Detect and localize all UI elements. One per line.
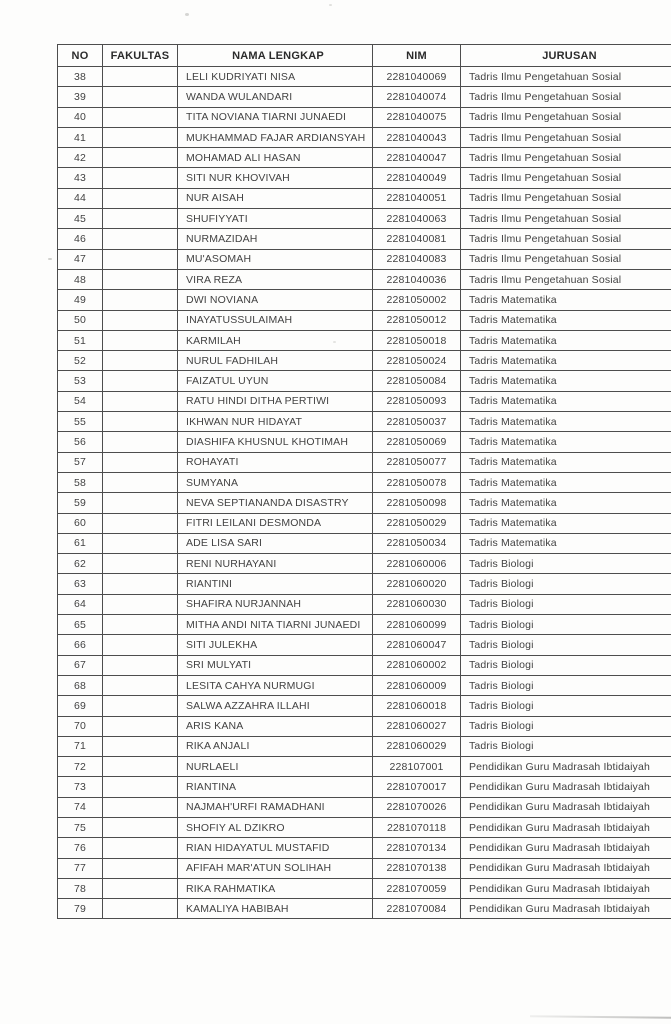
- cell-jurusan: Tadris Matematika: [461, 493, 671, 513]
- cell-nim: 2281050029: [373, 513, 461, 533]
- cell-jurusan: Pendidikan Guru Madrasah Ibtidaiyah: [461, 777, 671, 797]
- cell-nama: NUR AISAH: [178, 188, 373, 208]
- cell-no: 45: [58, 209, 103, 229]
- cell-jurusan: Tadris Biologi: [461, 615, 671, 635]
- cell-no: 43: [58, 168, 103, 188]
- cell-no: 50: [58, 310, 103, 330]
- cell-fakultas: [103, 858, 178, 878]
- cell-jurusan: Tadris Matematika: [461, 513, 671, 533]
- cell-nama: SHOFIY AL DZIKRO: [178, 817, 373, 837]
- table-header: [58, 45, 671, 67]
- cell-nama: SITI NUR KHOVIVAH: [178, 168, 373, 188]
- table-row: [58, 452, 671, 472]
- cell-jurusan: Tadris Matematika: [461, 472, 671, 492]
- cell-fakultas: [103, 554, 178, 574]
- cell-no: 61: [58, 533, 103, 553]
- cell-nim: 2281060029: [373, 736, 461, 756]
- table-row: [58, 615, 671, 635]
- table-row: [58, 229, 671, 249]
- cell-nama: ARIS KANA: [178, 716, 373, 736]
- cell-fakultas: [103, 493, 178, 513]
- cell-jurusan: Pendidikan Guru Madrasah Ibtidaiyah: [461, 899, 671, 919]
- cell-fakultas: [103, 655, 178, 675]
- cell-nama: MU'ASOMAH: [178, 249, 373, 269]
- cell-nama: NURUL FADHILAH: [178, 351, 373, 371]
- cell-no: 72: [58, 757, 103, 777]
- cell-no: 67: [58, 655, 103, 675]
- cell-nama: NEVA SEPTIANANDA DISASTRY: [178, 493, 373, 513]
- cell-nama: MOHAMAD ALI HASAN: [178, 148, 373, 168]
- cell-fakultas: [103, 574, 178, 594]
- cell-no: 69: [58, 696, 103, 716]
- cell-nim: 2281060027: [373, 716, 461, 736]
- cell-jurusan: Tadris Ilmu Pengetahuan Sosial: [461, 148, 671, 168]
- table-row: [58, 269, 671, 289]
- cell-fakultas: [103, 696, 178, 716]
- student-roster-table: [57, 44, 671, 919]
- cell-nim: 2281040075: [373, 107, 461, 127]
- cell-fakultas: [103, 533, 178, 553]
- cell-no: 51: [58, 330, 103, 350]
- cell-nama: ADE LISA SARI: [178, 533, 373, 553]
- cell-no: 53: [58, 371, 103, 391]
- table-row: [58, 209, 671, 229]
- cell-jurusan: Tadris Ilmu Pengetahuan Sosial: [461, 269, 671, 289]
- cell-nama: INAYATUSSULAIMAH: [178, 310, 373, 330]
- cell-nama: FAIZATUL UYUN: [178, 371, 373, 391]
- table-row: [58, 899, 671, 919]
- cell-nim: 2281040069: [373, 67, 461, 87]
- cell-fakultas: [103, 797, 178, 817]
- cell-nim: 2281040063: [373, 209, 461, 229]
- cell-fakultas: [103, 107, 178, 127]
- cell-fakultas: [103, 127, 178, 147]
- cell-no: 79: [58, 899, 103, 919]
- cell-nim: 2281050024: [373, 351, 461, 371]
- table-row: [58, 594, 671, 614]
- scan-speckle: [48, 258, 52, 260]
- cell-nim: 2281050093: [373, 391, 461, 411]
- cell-jurusan: Tadris Biologi: [461, 655, 671, 675]
- cell-fakultas: [103, 249, 178, 269]
- table-row: [58, 716, 671, 736]
- cell-nama: RATU HINDI DITHA PERTIWI: [178, 391, 373, 411]
- cell-nim: 2281070026: [373, 797, 461, 817]
- cell-no: 41: [58, 127, 103, 147]
- cell-no: 56: [58, 432, 103, 452]
- table-row: [58, 493, 671, 513]
- cell-no: 65: [58, 615, 103, 635]
- cell-no: 70: [58, 716, 103, 736]
- cell-no: 38: [58, 67, 103, 87]
- cell-jurusan: Tadris Matematika: [461, 371, 671, 391]
- table-row: [58, 472, 671, 492]
- cell-no: 60: [58, 513, 103, 533]
- cell-fakultas: [103, 188, 178, 208]
- cell-nama: LESITA CAHYA NURMUGI: [178, 675, 373, 695]
- cell-no: 58: [58, 472, 103, 492]
- cell-jurusan: Tadris Matematika: [461, 412, 671, 432]
- table-row: [58, 148, 671, 168]
- cell-jurusan: Pendidikan Guru Madrasah Ibtidaiyah: [461, 817, 671, 837]
- cell-fakultas: [103, 412, 178, 432]
- cell-nama: SRI MULYATI: [178, 655, 373, 675]
- cell-no: 39: [58, 87, 103, 107]
- cell-no: 68: [58, 675, 103, 695]
- cell-no: 40: [58, 107, 103, 127]
- cell-no: 71: [58, 736, 103, 756]
- table-row: [58, 777, 671, 797]
- header-row: [58, 45, 671, 67]
- cell-fakultas: [103, 838, 178, 858]
- cell-no: 77: [58, 858, 103, 878]
- cell-jurusan: Tadris Matematika: [461, 432, 671, 452]
- cell-no: 54: [58, 391, 103, 411]
- cell-fakultas: [103, 594, 178, 614]
- table-row: [58, 87, 671, 107]
- cell-nama: ROHAYATI: [178, 452, 373, 472]
- cell-no: 42: [58, 148, 103, 168]
- cell-nama: RIANTINA: [178, 777, 373, 797]
- table-row: [58, 817, 671, 837]
- cell-nama: TITA NOVIANA TIARNI JUNAEDI: [178, 107, 373, 127]
- cell-jurusan: Pendidikan Guru Madrasah Ibtidaiyah: [461, 838, 671, 858]
- table-row: [58, 432, 671, 452]
- cell-nim: 2281050002: [373, 290, 461, 310]
- table-row: [58, 351, 671, 371]
- cell-nim: 2281050018: [373, 330, 461, 350]
- table-row: [58, 554, 671, 574]
- cell-nim: 2281060006: [373, 554, 461, 574]
- cell-jurusan: Tadris Matematika: [461, 310, 671, 330]
- cell-no: 64: [58, 594, 103, 614]
- cell-nim: 2281050012: [373, 310, 461, 330]
- cell-nama: NURLAELI: [178, 757, 373, 777]
- cell-jurusan: Tadris Ilmu Pengetahuan Sosial: [461, 168, 671, 188]
- cell-nim: 2281070118: [373, 817, 461, 837]
- cell-jurusan: Tadris Biologi: [461, 736, 671, 756]
- table-row: [58, 696, 671, 716]
- cell-jurusan: Tadris Biologi: [461, 554, 671, 574]
- cell-nim: 2281040051: [373, 188, 461, 208]
- cell-fakultas: [103, 817, 178, 837]
- cell-no: 62: [58, 554, 103, 574]
- cell-fakultas: [103, 615, 178, 635]
- cell-fakultas: [103, 391, 178, 411]
- cell-nim: 2281040081: [373, 229, 461, 249]
- table-row: [58, 533, 671, 553]
- cell-nama: FITRI LEILANI DESMONDA: [178, 513, 373, 533]
- cell-nama: IKHWAN NUR HIDAYAT: [178, 412, 373, 432]
- cell-nim: 2281040083: [373, 249, 461, 269]
- cell-jurusan: Tadris Ilmu Pengetahuan Sosial: [461, 67, 671, 87]
- cell-fakultas: [103, 148, 178, 168]
- cell-nim: 2281050078: [373, 472, 461, 492]
- cell-nama: RIKA ANJALI: [178, 736, 373, 756]
- cell-jurusan: Tadris Ilmu Pengetahuan Sosial: [461, 188, 671, 208]
- table-row: [58, 675, 671, 695]
- cell-jurusan: Pendidikan Guru Madrasah Ibtidaiyah: [461, 757, 671, 777]
- cell-jurusan: Tadris Biologi: [461, 574, 671, 594]
- cell-nama: RIANTINI: [178, 574, 373, 594]
- cell-fakultas: [103, 371, 178, 391]
- table-row: [58, 736, 671, 756]
- cell-jurusan: Tadris Matematika: [461, 452, 671, 472]
- cell-nim: 2281050034: [373, 533, 461, 553]
- table-row: [58, 797, 671, 817]
- cell-nama: MUKHAMMAD FAJAR ARDIANSYAH: [178, 127, 373, 147]
- cell-fakultas: [103, 67, 178, 87]
- cell-nim: 2281040043: [373, 127, 461, 147]
- cell-nama: RENI NURHAYANI: [178, 554, 373, 574]
- cell-no: 55: [58, 412, 103, 432]
- table-row: [58, 67, 671, 87]
- cell-nim: 2281070134: [373, 838, 461, 858]
- cell-no: 46: [58, 229, 103, 249]
- cell-nim: 2281060020: [373, 574, 461, 594]
- cell-nim: 2281070059: [373, 878, 461, 898]
- cell-nama: SUMYANA: [178, 472, 373, 492]
- cell-nama: NAJMAH'URFI RAMADHANI: [178, 797, 373, 817]
- cell-no: 73: [58, 777, 103, 797]
- cell-nama: RIAN HIDAYATUL MUSTAFID: [178, 838, 373, 858]
- cell-jurusan: Tadris Matematika: [461, 533, 671, 553]
- table-row: [58, 310, 671, 330]
- cell-nim: 2281060009: [373, 675, 461, 695]
- cell-no: 47: [58, 249, 103, 269]
- cell-nim: 2281070017: [373, 777, 461, 797]
- cell-nim: 2281070084: [373, 899, 461, 919]
- cell-jurusan: Pendidikan Guru Madrasah Ibtidaiyah: [461, 858, 671, 878]
- cell-no: 74: [58, 797, 103, 817]
- cell-jurusan: Tadris Ilmu Pengetahuan Sosial: [461, 209, 671, 229]
- cell-fakultas: [103, 472, 178, 492]
- header-no: NO: [58, 45, 103, 67]
- cell-no: 75: [58, 817, 103, 837]
- cell-nim: 2281050037: [373, 412, 461, 432]
- cell-no: 66: [58, 635, 103, 655]
- cell-jurusan: Tadris Ilmu Pengetahuan Sosial: [461, 249, 671, 269]
- cell-fakultas: [103, 168, 178, 188]
- table-row: [58, 127, 671, 147]
- cell-jurusan: Tadris Ilmu Pengetahuan Sosial: [461, 107, 671, 127]
- cell-nim: 2281060099: [373, 615, 461, 635]
- table-row: [58, 371, 671, 391]
- cell-jurusan: Pendidikan Guru Madrasah Ibtidaiyah: [461, 797, 671, 817]
- table-row: [58, 168, 671, 188]
- cell-fakultas: [103, 736, 178, 756]
- cell-no: 52: [58, 351, 103, 371]
- table-row: [58, 290, 671, 310]
- header-nama: NAMA LENGKAP: [178, 45, 373, 67]
- table-row: [58, 412, 671, 432]
- cell-nim: 2281060018: [373, 696, 461, 716]
- table-row: [58, 574, 671, 594]
- cell-nama: DIASHIFA KHUSNUL KHOTIMAH: [178, 432, 373, 452]
- cell-no: 49: [58, 290, 103, 310]
- cell-no: 48: [58, 269, 103, 289]
- cell-jurusan: Tadris Biologi: [461, 635, 671, 655]
- cell-jurusan: Tadris Biologi: [461, 716, 671, 736]
- header-nim: NIM: [373, 45, 461, 67]
- cell-nim: 2281070138: [373, 858, 461, 878]
- cell-jurusan: Tadris Matematika: [461, 330, 671, 350]
- cell-jurusan: Tadris Matematika: [461, 290, 671, 310]
- cell-nama: SITI JULEKHA: [178, 635, 373, 655]
- cell-fakultas: [103, 675, 178, 695]
- cell-nim: 2281040047: [373, 148, 461, 168]
- cell-nama: KARMILAH: [178, 330, 373, 350]
- cell-no: 44: [58, 188, 103, 208]
- cell-no: 59: [58, 493, 103, 513]
- cell-nim: 2281060002: [373, 655, 461, 675]
- cell-nama: LELI KUDRIYATI NISA: [178, 67, 373, 87]
- cell-nim: 2281060030: [373, 594, 461, 614]
- cell-nama: KAMALIYA HABIBAH: [178, 899, 373, 919]
- cell-nim: 2281050084: [373, 371, 461, 391]
- cell-nama: WANDA WULANDARI: [178, 87, 373, 107]
- cell-jurusan: Tadris Matematika: [461, 391, 671, 411]
- cell-no: 78: [58, 878, 103, 898]
- cell-jurusan: Tadris Matematika: [461, 351, 671, 371]
- cell-no: 76: [58, 838, 103, 858]
- cell-fakultas: [103, 87, 178, 107]
- cell-fakultas: [103, 432, 178, 452]
- table-row: [58, 513, 671, 533]
- table-row: [58, 757, 671, 777]
- table-row: [58, 655, 671, 675]
- table-row: [58, 330, 671, 350]
- scan-speckle: [329, 4, 332, 6]
- cell-jurusan: Tadris Biologi: [461, 594, 671, 614]
- cell-nama: RIKA RAHMATIKA: [178, 878, 373, 898]
- cell-fakultas: [103, 209, 178, 229]
- cell-fakultas: [103, 757, 178, 777]
- cell-no: 57: [58, 452, 103, 472]
- cell-jurusan: Tadris Biologi: [461, 675, 671, 695]
- scan-speckle: [185, 13, 189, 16]
- header-fakultas: FAKULTAS: [103, 45, 178, 67]
- header-jurusan: JURUSAN: [461, 45, 671, 67]
- cell-jurusan: Tadris Ilmu Pengetahuan Sosial: [461, 87, 671, 107]
- cell-nama: MITHA ANDI NITA TIARNI JUNAEDI: [178, 615, 373, 635]
- table-row: [58, 249, 671, 269]
- table-row: [58, 107, 671, 127]
- cell-nim: 2281050098: [373, 493, 461, 513]
- cell-fakultas: [103, 330, 178, 350]
- table-body: [58, 67, 671, 919]
- cell-nama: DWI NOVIANA: [178, 290, 373, 310]
- table-row: [58, 635, 671, 655]
- cell-jurusan: Pendidikan Guru Madrasah Ibtidaiyah: [461, 878, 671, 898]
- cell-nim: 2281050069: [373, 432, 461, 452]
- cell-fakultas: [103, 513, 178, 533]
- cell-nim: 228107001: [373, 757, 461, 777]
- cell-nim: 2281060047: [373, 635, 461, 655]
- cell-fakultas: [103, 310, 178, 330]
- cell-fakultas: [103, 878, 178, 898]
- cell-jurusan: Tadris Ilmu Pengetahuan Sosial: [461, 229, 671, 249]
- cell-fakultas: [103, 899, 178, 919]
- scan-edge-line: [530, 1015, 671, 1018]
- cell-fakultas: [103, 777, 178, 797]
- cell-fakultas: [103, 269, 178, 289]
- cell-nama: NURMAZIDAH: [178, 229, 373, 249]
- cell-nama: AFIFAH MAR'ATUN SOLIHAH: [178, 858, 373, 878]
- table-row: [58, 858, 671, 878]
- cell-nim: 2281040049: [373, 168, 461, 188]
- cell-fakultas: [103, 452, 178, 472]
- cell-nama: SALWA AZZAHRA ILLAHI: [178, 696, 373, 716]
- cell-jurusan: Tadris Ilmu Pengetahuan Sosial: [461, 127, 671, 147]
- table-row: [58, 391, 671, 411]
- cell-no: 63: [58, 574, 103, 594]
- cell-nim: 2281040074: [373, 87, 461, 107]
- cell-nama: SHAFIRA NURJANNAH: [178, 594, 373, 614]
- table-row: [58, 188, 671, 208]
- cell-jurusan: Tadris Biologi: [461, 696, 671, 716]
- cell-nim: 2281040036: [373, 269, 461, 289]
- cell-nama: SHUFIYYATI: [178, 209, 373, 229]
- table-row: [58, 878, 671, 898]
- cell-fakultas: [103, 716, 178, 736]
- cell-fakultas: [103, 229, 178, 249]
- table-row: [58, 838, 671, 858]
- cell-fakultas: [103, 635, 178, 655]
- cell-nama: VIRA REZA: [178, 269, 373, 289]
- cell-fakultas: [103, 351, 178, 371]
- cell-fakultas: [103, 290, 178, 310]
- cell-nim: 2281050077: [373, 452, 461, 472]
